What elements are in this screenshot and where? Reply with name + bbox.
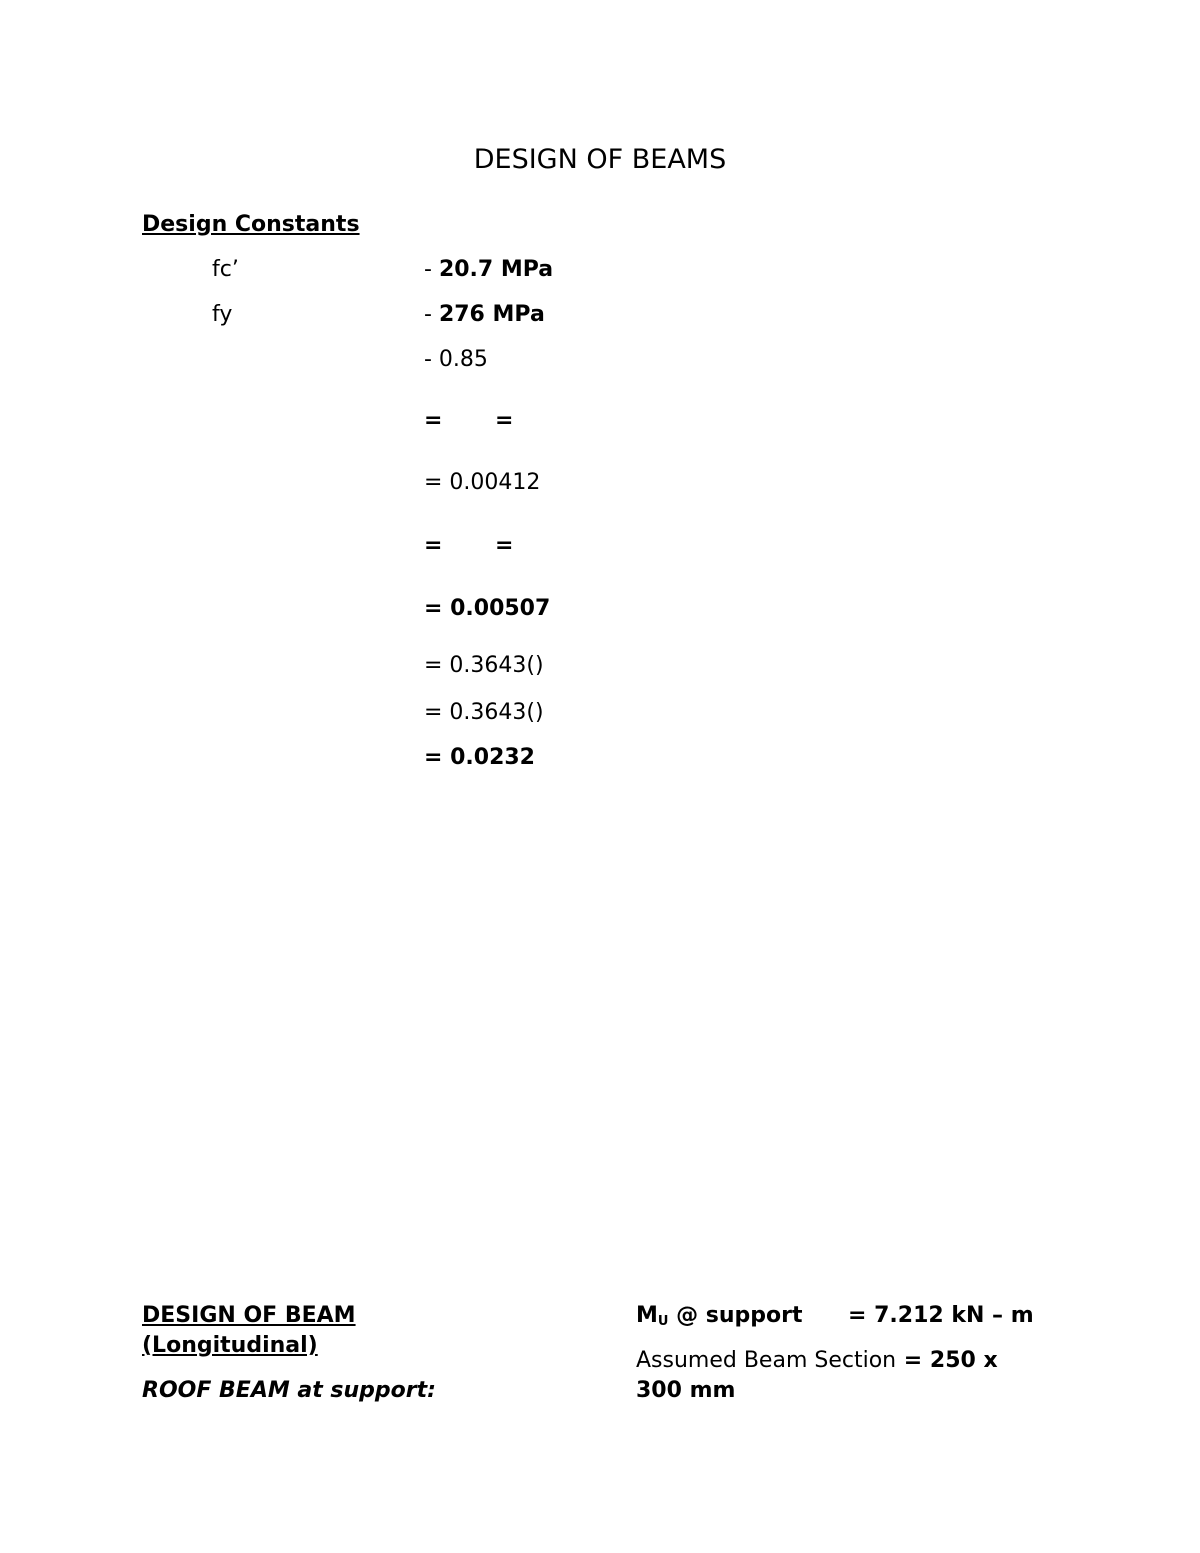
rho-balanced-1: = 0.3643() — [424, 653, 544, 678]
fc-value: 20.7 MPa — [438, 257, 554, 282]
mu-value: = 7.212 kN – m — [848, 1303, 1034, 1328]
beta-line: - 0.85 — [424, 347, 488, 372]
beam-design-heading-line1: DESIGN OF BEAM — [142, 1303, 356, 1328]
page-title: DESIGN OF BEAMS — [473, 144, 727, 175]
section-line1 — [636, 1346, 998, 1376]
design-constants-heading: Design Constants — [142, 212, 360, 237]
section-equals: = — [896, 1348, 930, 1373]
rho-balanced-2: = 0.3643() — [424, 700, 544, 725]
fy-value-row — [424, 300, 545, 330]
fy-value: 276 MPa — [438, 302, 545, 327]
equation-2-sign-a: = — [424, 533, 443, 558]
fy-dash: - — [424, 302, 439, 327]
mu-label-main: M — [636, 1303, 658, 1328]
section-value-line1: 250 x — [929, 1348, 998, 1373]
fc-dash: - — [424, 257, 439, 282]
equation-1-sign-b: = — [495, 408, 514, 433]
mu-label — [636, 1301, 803, 1337]
mu-label-sub: U — [657, 1314, 669, 1329]
fy-label: fy — [212, 302, 233, 327]
rho-min-1: = 0.00412 — [424, 470, 541, 495]
equation-1-sign-a: = — [424, 408, 443, 433]
fc-value-row — [424, 255, 553, 285]
rho-balanced-value: = 0.0232 — [424, 745, 535, 770]
equation-2-sign-b: = — [495, 533, 514, 558]
mu-label-rest: @ support — [668, 1303, 803, 1328]
roof-beam-subheading: ROOF BEAM at support: — [142, 1378, 436, 1403]
fc-label: fc’ — [212, 257, 239, 282]
rho-min-2: = 0.00507 — [424, 596, 551, 621]
beam-design-heading-line2: (Longitudinal) — [142, 1333, 318, 1358]
section-value-line2: 300 mm — [636, 1378, 736, 1403]
section-label: Assumed Beam Section — [636, 1348, 897, 1373]
